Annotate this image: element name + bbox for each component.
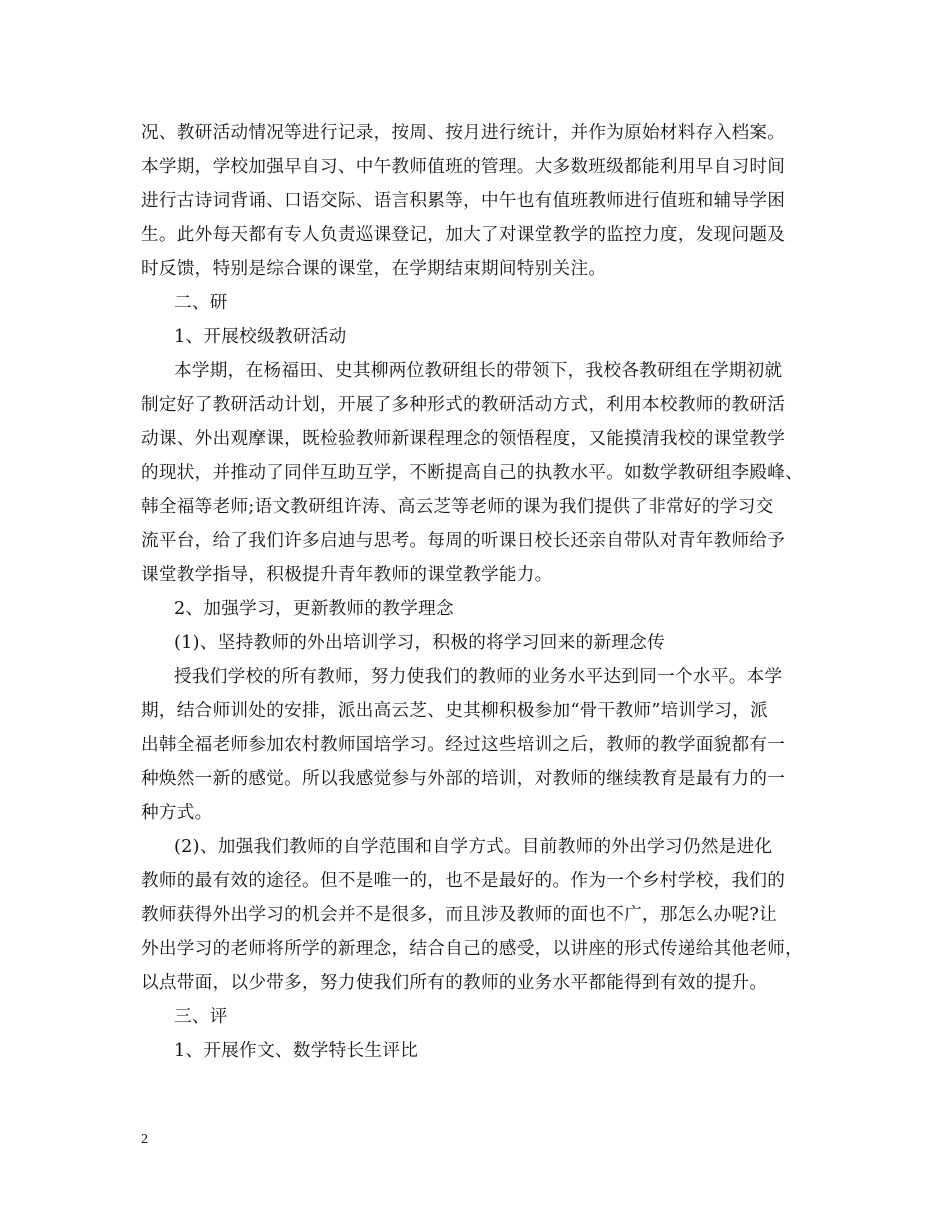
text-line: 1、开展校级教研活动	[174, 327, 347, 347]
text-line: 本学期，学校加强早自习、中午教师值班的管理。大多数班级都能利用早自习时间	[141, 157, 786, 177]
text-line: 二、研	[174, 293, 228, 313]
text-line: 1、开展作文、数学特长生评比	[174, 1041, 419, 1061]
text-line: 期，结合师训处的安排，派出高云芝、史其柳积极参加“骨干教师”培训学习，派	[141, 701, 768, 721]
text-line: 外出学习的老师将所学的新理念，结合自己的感受，以讲座的形式传递给其他老师，	[141, 939, 804, 959]
text-line: 韩全福等老师;语文教研组许涛、高云芝等老师的课为我们提供了非常好的学习交	[141, 497, 774, 517]
text-line: 生。此外每天都有专人负责巡课登记，加大了对课堂教学的监控力度，发现问题及	[141, 225, 786, 245]
text-line: 教师获得外出学习的机会并不是很多，而且涉及教师的面也不广，那怎么办呢?让	[141, 905, 778, 925]
text-line: 本学期，在杨福田、史其柳两位教研组长的带领下，我校各教研组在学期初就	[174, 361, 783, 381]
text-line: (2)、加强我们教师的自学范围和自学方式。目前教师的外出学习仍然是进化	[174, 837, 773, 857]
text-line: 况、教研活动情况等进行记录，按周、按月进行统计，并作为原始材料存入档案。	[141, 123, 786, 143]
text-line: 进行古诗词背诵、口语交际、语言积累等，中午也有值班教师进行值班和辅导学困	[141, 191, 786, 211]
text-line: 时反馈，特别是综合课的课堂，在学期结束期间特别关注。	[141, 259, 607, 279]
text-line: 三、评	[174, 1007, 228, 1027]
text-line: 流平台，给了我们许多启迪与思考。每周的听课日校长还亲自带队对青年教师给予	[141, 531, 786, 551]
text-line: 授我们学校的所有教师，努力使我们的教师的业务水平达到同一个水平。本学	[174, 667, 783, 687]
text-line: 课堂教学指导，积极提升青年教师的课堂教学能力。	[141, 565, 553, 585]
text-line: 以点带面，以少带多，努力使我们所有的教师的业务水平都能得到有效的提升。	[141, 973, 768, 993]
text-line: (1)、坚持教师的外出培训学习，积极的将学习回来的新理念传	[174, 633, 666, 653]
text-line: 2、加强学习，更新教师的教学理念	[174, 599, 454, 619]
text-line: 出韩全福老师参加农村教师国培学习。经过这些培训之后，教师的教学面貌都有一	[141, 735, 786, 755]
page-number: 2	[141, 1132, 148, 1147]
text-line: 种方式。	[141, 803, 213, 823]
text-line: 种焕然一新的感觉。所以我感觉参与外部的培训，对教师的继续教育是最有力的一	[141, 769, 786, 789]
text-line: 制定好了教研活动计划，开展了多种形式的教研活动方式，利用本校教师的教研活	[141, 395, 786, 415]
text-line: 的现状，并推动了同伴互助互学，不断提高自己的执教水平。如数学教研组李殿峰、	[141, 463, 804, 483]
document-body	[141, 116, 831, 1068]
text-line: 动课、外出观摩课，既检验教师新课程理念的领悟程度，又能摸清我校的课堂教学	[141, 429, 786, 449]
text-line: 教师的最有效的途径。但不是唯一的，也不是最好的。作为一个乡村学校，我们的	[141, 871, 786, 891]
